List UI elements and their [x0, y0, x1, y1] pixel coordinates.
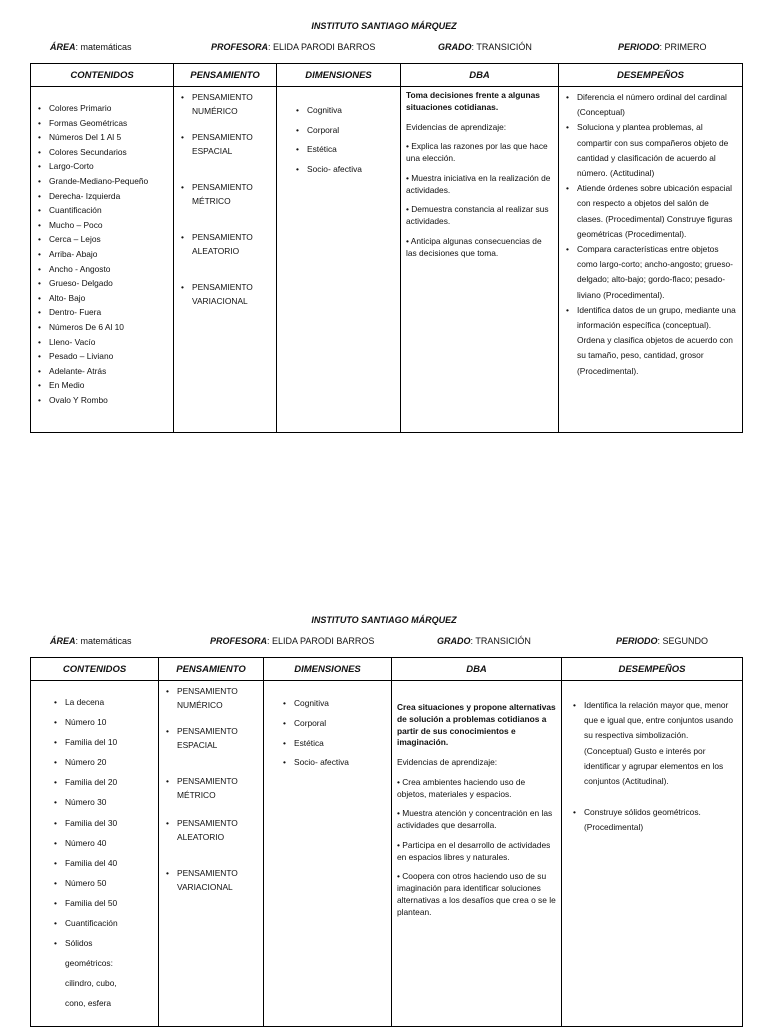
table-body-row: [31, 87, 743, 433]
desempenos-cell: [559, 87, 743, 433]
list-item: • Formas Geométricas: [38, 116, 172, 131]
list-item: • La decena: [54, 692, 127, 712]
header-dimensiones: DIMENSIONES: [277, 64, 401, 87]
list-item: • Sólidos geométricos: cilindro, cubo, cono, esfera: [54, 933, 127, 1013]
meta-profesora: PROFESORA: ELIDA PARODI BARROS: [211, 42, 376, 52]
pensamiento-list: [175, 88, 275, 308]
list-item: • Número 50: [54, 873, 127, 893]
list-item: • PENSAMIENTO VARIACIONAL: [181, 280, 275, 308]
list-item: • Pesado – Liviano: [38, 349, 172, 364]
list-item: • Número 10: [54, 712, 127, 732]
list-item: • Familia del 30: [54, 813, 127, 833]
list-item: • Mucho – Poco: [38, 218, 172, 233]
list-item: • Cuantificación: [54, 913, 127, 933]
list-item: • Familia del 50: [54, 893, 127, 913]
list-item: • Número 20: [54, 752, 127, 772]
header-pensamiento: PENSAMIENTO: [174, 64, 277, 87]
evidencia-item: • Crea ambientes haciendo uso de objetos, materiales y espacios.: [397, 776, 526, 799]
meta-grado: GRADO: TRANSICIÓN: [437, 636, 531, 646]
list-item: • Cognitiva: [296, 101, 399, 121]
section-title: INSTITUTO SANTIAGO MÁRQUEZ: [311, 615, 457, 625]
dba-statement: Crea situaciones y propone alternativas de solución a problemas cotidianos a partir de sus conocimientos e imaginación.: [397, 702, 556, 748]
list-item: • Socio- afectiva: [296, 160, 399, 180]
header-contenidos: CONTENIDOS: [31, 64, 174, 87]
header-dba: DBA: [392, 658, 562, 681]
list-item: • Número 30: [54, 792, 127, 812]
list-item: • En Medio: [38, 378, 172, 393]
contenidos-cell: [31, 681, 159, 1027]
section-title: INSTITUTO SANTIAGO MÁRQUEZ: [311, 21, 457, 31]
dimensiones-cell: [264, 681, 392, 1027]
list-item: • Cuantificación: [38, 203, 172, 218]
list-item: • Familia del 10: [54, 732, 127, 752]
list-item: • Alto- Bajo: [38, 291, 172, 306]
meta-row: [0, 636, 768, 650]
dba-block: [393, 682, 560, 920]
planning-table: [30, 63, 743, 433]
list-item: • PENSAMIENTO NUMÉRICO: [181, 90, 275, 118]
desempenos-cell: [562, 681, 743, 1027]
evidencia-item: • Muestra iniciativa en la realización de actividades.: [406, 172, 551, 195]
evidencias-label: Evidencias de aprendizaje:: [406, 121, 507, 132]
evidencia-item: • Participa en el desarrollo de actividades en espacios libres y naturales.: [397, 839, 551, 862]
meta-area: ÁREA: matemáticas: [50, 42, 132, 52]
pensamiento-list: [160, 682, 262, 894]
list-item: • Socio- afectiva: [283, 753, 390, 773]
list-item: • PENSAMIENTO MÉTRICO: [166, 774, 262, 802]
dba-cell: [392, 681, 562, 1027]
list-item: • PENSAMIENTO ALEATORIO: [166, 816, 262, 844]
list-item: • Números Del 1 Al 5: [38, 130, 172, 145]
list-item: • Cerca – Lejos: [38, 232, 172, 247]
list-item: • Ovalo Y Rombo: [38, 393, 172, 408]
list-item: • Números De 6 Al 10: [38, 320, 172, 335]
list-item: • Identifica datos de un grupo, mediante una información específica (conceptual). Ordena y clasifica objetos de acuerdo con su tamaño, peso, cantidad, grosor (Procedimental).: [566, 303, 737, 379]
list-item: • Adelante- Atrás: [38, 364, 172, 379]
meta-periodo: PERIODO: PRIMERO: [618, 42, 707, 52]
dba-statement: Toma decisiones frente a algunas situaciones cotidianas.: [406, 90, 540, 112]
list-item: • Ancho - Angosto: [38, 262, 172, 277]
evidencia-item: • Explica las razones por las que hace una elección.: [406, 141, 548, 164]
header-desempenos: DESEMPEÑOS: [559, 64, 743, 87]
header-dimensiones: DIMENSIONES: [264, 658, 392, 681]
list-item: • Estética: [296, 140, 399, 160]
dimensiones-list: [265, 682, 390, 773]
dba-cell: [401, 87, 559, 433]
list-item: • Corporal: [296, 121, 399, 141]
meta-periodo: PERIODO: SEGUNDO: [616, 636, 709, 646]
evidencia-item: • Muestra atención y concentración en las actividades que desarrolla.: [397, 808, 553, 831]
list-item: • Soluciona y plantea problemas, al compartir con sus compañeros objeto de cantidad y clasificación de acuerdo al número. (Actitudinal): [566, 120, 737, 181]
list-item: • Corporal: [283, 714, 390, 734]
dimensiones-cell: [277, 87, 401, 433]
header-contenidos: CONTENIDOS: [31, 658, 159, 681]
list-item: • Grande-Mediano-Pequeño: [38, 174, 172, 189]
contenidos-cell: [31, 87, 174, 433]
list-item: • Dentro- Fuera: [38, 305, 172, 320]
list-item: • Grueso- Delgado: [38, 276, 172, 291]
table-body-row: [31, 681, 743, 1027]
list-item: • Largo-Corto: [38, 159, 172, 174]
contenidos-list: [32, 682, 157, 1014]
desempenos-list: [563, 682, 741, 836]
list-item: • PENSAMIENTO ESPACIAL: [181, 130, 275, 158]
list-item: • Arriba- Abajo: [38, 247, 172, 262]
table-header-row: [31, 64, 743, 87]
meta-row: [0, 42, 768, 56]
pensamiento-cell: [174, 87, 277, 433]
list-item: • Derecha- Izquierda: [38, 189, 172, 204]
list-item: • Compara características entre objetos como largo-corto; ancho-angosto; grueso-delgado; alto-bajo; gordo-flaco; pesado-liviano (Procedimental).: [566, 242, 737, 303]
list-item: • PENSAMIENTO MÉTRICO: [181, 180, 275, 208]
evidencia-item: • Anticipa algunas consecuencias de las decisiones que toma.: [406, 235, 542, 258]
header-pensamiento: PENSAMIENTO: [159, 658, 264, 681]
list-item: • PENSAMIENTO NUMÉRICO: [166, 684, 262, 712]
list-item: • Familia del 20: [54, 772, 127, 792]
list-item: • Identifica la relación mayor que, menor que e igual que, entre conjuntos usando su respectiva simbolización. (Conceptual) Gusto e interés por identificar y agrupar elementos en los conjuntos (Actitudinal).: [573, 698, 733, 789]
contenidos-list: [32, 88, 172, 407]
meta-profesora: PROFESORA: ELIDA PARODI BARROS: [210, 636, 375, 646]
list-item: • Colores Secundarios: [38, 145, 172, 160]
list-item: • Cognitiva: [283, 694, 390, 714]
header-desempenos: DESEMPEÑOS: [562, 658, 743, 681]
evidencia-item: • Demuestra constancia al realizar sus actividades.: [406, 204, 549, 227]
list-item: • PENSAMIENTO VARIACIONAL: [166, 866, 262, 894]
meta-area: ÁREA: matemáticas: [50, 636, 132, 646]
list-item: • Lleno- Vacío: [38, 335, 172, 350]
list-item: • Colores Primario: [38, 101, 172, 116]
meta-grado: GRADO: TRANSICIÓN: [438, 42, 532, 52]
list-item: • Número 40: [54, 833, 127, 853]
planning-table: [30, 657, 743, 1027]
header-dba: DBA: [401, 64, 559, 87]
evidencias-label: Evidencias de aprendizaje:: [397, 757, 498, 768]
evidencia-item: • Coopera con otros haciendo uso de su imaginación para identificar soluciones alternativas a los desafíos que crea o se le plantean.: [397, 871, 556, 917]
list-item: • PENSAMIENTO ALEATORIO: [181, 230, 275, 258]
list-item: • PENSAMIENTO ESPACIAL: [166, 724, 262, 752]
list-item: • Familia del 40: [54, 853, 127, 873]
list-item: • Construye sólidos geométricos. (Procedimental): [573, 805, 733, 835]
dba-block: [402, 88, 557, 261]
list-item: • Estética: [283, 734, 390, 754]
table-header-row: [31, 658, 743, 681]
dimensiones-list: [278, 88, 399, 179]
desempenos-list: [560, 88, 741, 379]
list-item: • Atiende órdenes sobre ubicación espacial con respecto a objetos del salón de clases. (Procedimental) Construye figuras geométricas (Procedimental).: [566, 181, 737, 242]
list-item: • Diferencia el número ordinal del cardinal (Conceptual): [566, 90, 737, 120]
pensamiento-cell: [159, 681, 264, 1027]
